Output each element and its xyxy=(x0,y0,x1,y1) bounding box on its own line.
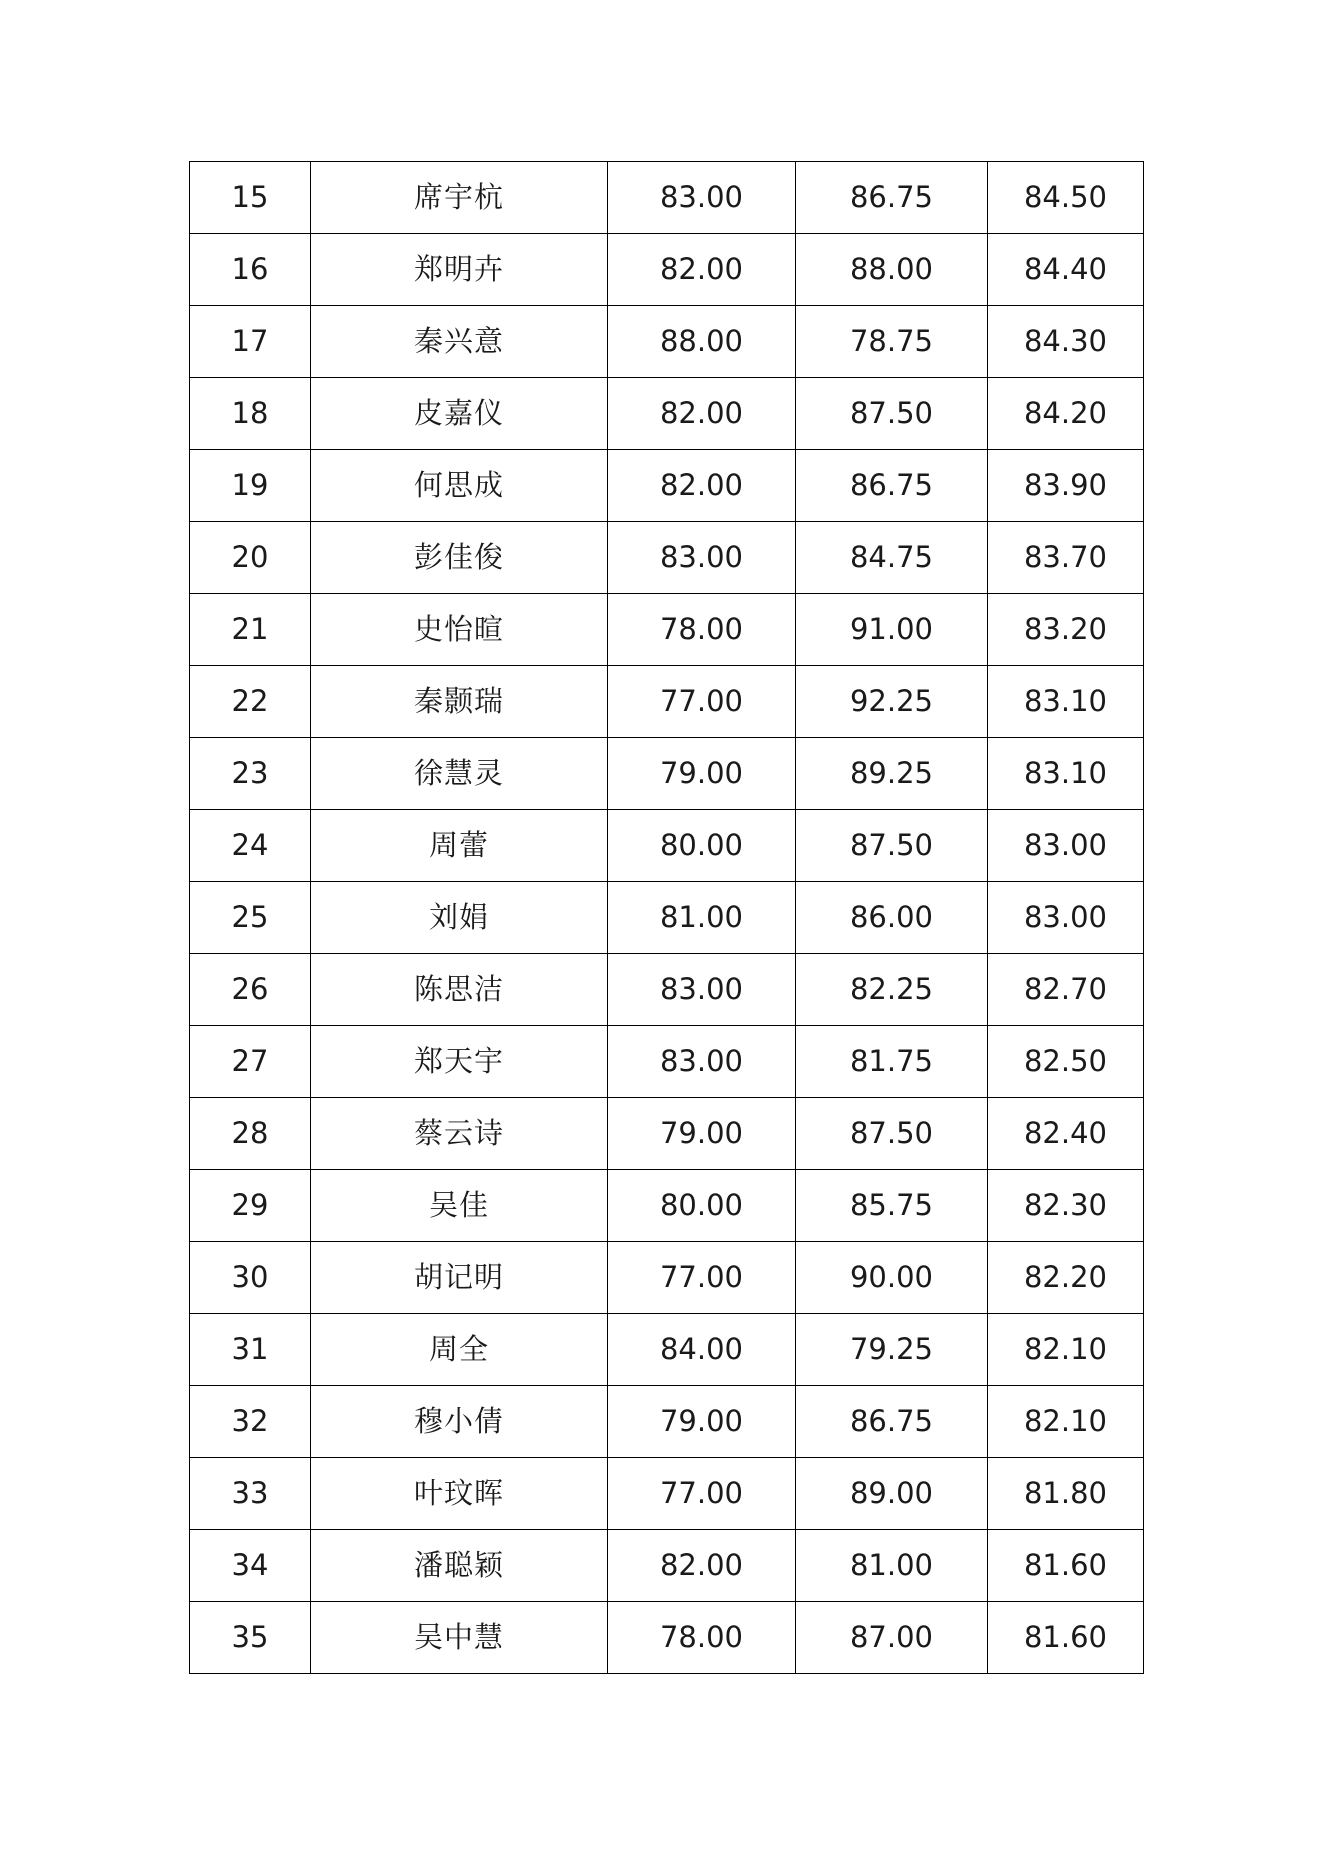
score-one-cell: 80.00 xyxy=(608,810,796,882)
rank-cell: 20 xyxy=(190,522,311,594)
score-one-cell: 79.00 xyxy=(608,738,796,810)
score-two-cell: 79.25 xyxy=(796,1314,988,1386)
score-two-cell: 86.75 xyxy=(796,162,988,234)
total-score-cell: 82.20 xyxy=(988,1242,1144,1314)
score-two-cell: 87.50 xyxy=(796,810,988,882)
table-row xyxy=(190,1386,1144,1458)
score-one-cell: 83.00 xyxy=(608,1026,796,1098)
rank-cell: 18 xyxy=(190,378,311,450)
score-one-cell: 83.00 xyxy=(608,162,796,234)
rank-cell: 31 xyxy=(190,1314,311,1386)
table-row xyxy=(190,1170,1144,1242)
rank-cell: 16 xyxy=(190,234,311,306)
total-score-cell: 84.20 xyxy=(988,378,1144,450)
rank-cell: 22 xyxy=(190,666,311,738)
table-row xyxy=(190,666,1144,738)
table-row xyxy=(190,450,1144,522)
rank-cell: 21 xyxy=(190,594,311,666)
total-score-cell: 81.60 xyxy=(988,1602,1144,1674)
total-score-cell: 82.10 xyxy=(988,1314,1144,1386)
total-score-cell: 84.50 xyxy=(988,162,1144,234)
score-one-cell: 82.00 xyxy=(608,450,796,522)
score-one-cell: 77.00 xyxy=(608,666,796,738)
total-score-cell: 82.50 xyxy=(988,1026,1144,1098)
rank-cell: 25 xyxy=(190,882,311,954)
rank-cell: 28 xyxy=(190,1098,311,1170)
total-score-cell: 83.10 xyxy=(988,666,1144,738)
table-row xyxy=(190,1098,1144,1170)
total-score-cell: 81.80 xyxy=(988,1458,1144,1530)
score-two-cell: 91.00 xyxy=(796,594,988,666)
name-cell: 秦颢瑞 xyxy=(311,666,608,738)
score-one-cell: 82.00 xyxy=(608,1530,796,1602)
name-cell: 皮嘉仪 xyxy=(311,378,608,450)
score-two-cell: 86.00 xyxy=(796,882,988,954)
name-cell: 胡记明 xyxy=(311,1242,608,1314)
total-score-cell: 83.20 xyxy=(988,594,1144,666)
table-row xyxy=(190,306,1144,378)
score-one-cell: 80.00 xyxy=(608,1170,796,1242)
score-one-cell: 81.00 xyxy=(608,882,796,954)
score-two-cell: 92.25 xyxy=(796,666,988,738)
rank-cell: 32 xyxy=(190,1386,311,1458)
total-score-cell: 83.90 xyxy=(988,450,1144,522)
score-one-cell: 83.00 xyxy=(608,522,796,594)
rank-cell: 19 xyxy=(190,450,311,522)
score-one-cell: 82.00 xyxy=(608,378,796,450)
name-cell: 陈思洁 xyxy=(311,954,608,1026)
table-row xyxy=(190,1314,1144,1386)
name-cell: 穆小倩 xyxy=(311,1386,608,1458)
total-score-cell: 83.10 xyxy=(988,738,1144,810)
score-two-cell: 89.25 xyxy=(796,738,988,810)
score-one-cell: 83.00 xyxy=(608,954,796,1026)
table-row xyxy=(190,594,1144,666)
score-two-cell: 82.25 xyxy=(796,954,988,1026)
name-cell: 潘聪颖 xyxy=(311,1530,608,1602)
total-score-cell: 81.60 xyxy=(988,1530,1144,1602)
score-one-cell: 82.00 xyxy=(608,234,796,306)
score-two-cell: 84.75 xyxy=(796,522,988,594)
table-row xyxy=(190,1242,1144,1314)
total-score-cell: 83.00 xyxy=(988,882,1144,954)
name-cell: 周全 xyxy=(311,1314,608,1386)
score-one-cell: 79.00 xyxy=(608,1386,796,1458)
rank-cell: 34 xyxy=(190,1530,311,1602)
name-cell: 席宇杭 xyxy=(311,162,608,234)
score-one-cell: 88.00 xyxy=(608,306,796,378)
score-two-cell: 78.75 xyxy=(796,306,988,378)
score-two-cell: 87.50 xyxy=(796,378,988,450)
table-row xyxy=(190,882,1144,954)
score-two-cell: 81.00 xyxy=(796,1530,988,1602)
table-row xyxy=(190,1458,1144,1530)
score-two-cell: 90.00 xyxy=(796,1242,988,1314)
score-two-cell: 87.50 xyxy=(796,1098,988,1170)
rank-cell: 33 xyxy=(190,1458,311,1530)
total-score-cell: 84.30 xyxy=(988,306,1144,378)
table-row xyxy=(190,162,1144,234)
rank-cell: 23 xyxy=(190,738,311,810)
table-row xyxy=(190,522,1144,594)
name-cell: 叶玟晖 xyxy=(311,1458,608,1530)
table-row xyxy=(190,1026,1144,1098)
score-one-cell: 84.00 xyxy=(608,1314,796,1386)
rank-cell: 30 xyxy=(190,1242,311,1314)
score-two-cell: 88.00 xyxy=(796,234,988,306)
score-one-cell: 78.00 xyxy=(608,1602,796,1674)
rank-cell: 26 xyxy=(190,954,311,1026)
name-cell: 吴佳 xyxy=(311,1170,608,1242)
total-score-cell: 84.40 xyxy=(988,234,1144,306)
name-cell: 彭佳俊 xyxy=(311,522,608,594)
name-cell: 刘娟 xyxy=(311,882,608,954)
name-cell: 蔡云诗 xyxy=(311,1098,608,1170)
rank-cell: 15 xyxy=(190,162,311,234)
table-row xyxy=(190,954,1144,1026)
rank-cell: 24 xyxy=(190,810,311,882)
table-row xyxy=(190,810,1144,882)
name-cell: 周蕾 xyxy=(311,810,608,882)
score-two-cell: 87.00 xyxy=(796,1602,988,1674)
table-row xyxy=(190,1530,1144,1602)
name-cell: 徐慧灵 xyxy=(311,738,608,810)
score-two-cell: 89.00 xyxy=(796,1458,988,1530)
name-cell: 郑天宇 xyxy=(311,1026,608,1098)
total-score-cell: 83.70 xyxy=(988,522,1144,594)
score-two-cell: 85.75 xyxy=(796,1170,988,1242)
rank-cell: 35 xyxy=(190,1602,311,1674)
total-score-cell: 82.70 xyxy=(988,954,1144,1026)
score-one-cell: 79.00 xyxy=(608,1098,796,1170)
rank-cell: 27 xyxy=(190,1026,311,1098)
name-cell: 吴中慧 xyxy=(311,1602,608,1674)
score-table-body xyxy=(190,162,1144,1674)
score-one-cell: 77.00 xyxy=(608,1458,796,1530)
name-cell: 秦兴意 xyxy=(311,306,608,378)
table-row xyxy=(190,378,1144,450)
table-row xyxy=(190,1602,1144,1674)
name-cell: 郑明卉 xyxy=(311,234,608,306)
rank-cell: 29 xyxy=(190,1170,311,1242)
score-two-cell: 86.75 xyxy=(796,450,988,522)
name-cell: 史怡暄 xyxy=(311,594,608,666)
table-row xyxy=(190,738,1144,810)
score-two-cell: 86.75 xyxy=(796,1386,988,1458)
total-score-cell: 82.10 xyxy=(988,1386,1144,1458)
total-score-cell: 83.00 xyxy=(988,810,1144,882)
score-table xyxy=(189,161,1144,1674)
score-one-cell: 77.00 xyxy=(608,1242,796,1314)
total-score-cell: 82.30 xyxy=(988,1170,1144,1242)
rank-cell: 17 xyxy=(190,306,311,378)
score-two-cell: 81.75 xyxy=(796,1026,988,1098)
total-score-cell: 82.40 xyxy=(988,1098,1144,1170)
score-one-cell: 78.00 xyxy=(608,594,796,666)
table-row xyxy=(190,234,1144,306)
name-cell: 何思成 xyxy=(311,450,608,522)
